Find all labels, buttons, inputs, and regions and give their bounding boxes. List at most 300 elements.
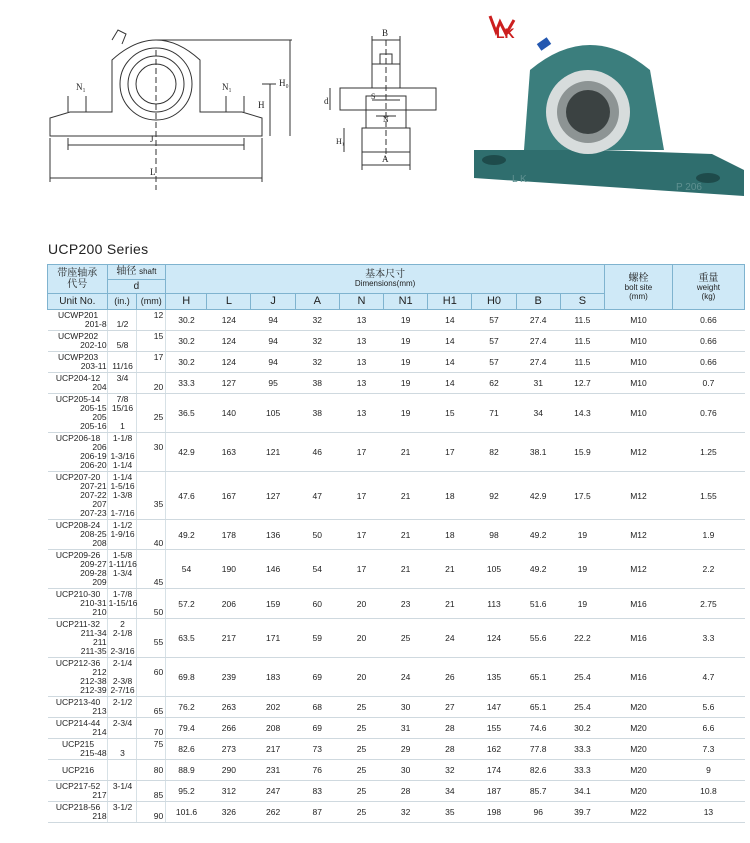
unit-no-cell-line: 208-25 xyxy=(80,529,107,539)
mm-cell-line: 25 xyxy=(153,412,164,422)
dim-cell-n: 13 xyxy=(339,310,383,331)
weight-cell: 6.6 xyxy=(672,718,744,739)
dim-cell-h1: 24 xyxy=(428,619,472,658)
weight-cell: 4.7 xyxy=(672,658,744,697)
unit-no-cell-line: 203-11 xyxy=(80,361,107,371)
bolt-cell: M16 xyxy=(605,619,673,658)
dim-cell-s: 33.3 xyxy=(560,739,604,760)
mm-cell-line xyxy=(137,620,163,629)
mm-cell-line xyxy=(137,320,163,329)
dim-cell-a: 59 xyxy=(295,619,339,658)
inch-cell-line: 1-1/4 xyxy=(112,472,133,482)
unit-header-cn: 带座轴承 xyxy=(57,268,98,279)
weight-cell: 1.9 xyxy=(672,520,744,550)
dim-cell-h1: 15 xyxy=(428,394,472,433)
dim-cell-s: 11.5 xyxy=(560,331,604,352)
inch-cell xyxy=(107,520,137,550)
dim-cell-h: 30.2 xyxy=(166,331,207,352)
inch-cell xyxy=(107,433,137,472)
weight-cell: 0.66 xyxy=(672,310,744,331)
mm-cell xyxy=(137,550,166,589)
dim-cell-j: 105 xyxy=(251,394,295,433)
dim-cell-j: 217 xyxy=(251,739,295,760)
dim-cell-h: 63.5 xyxy=(166,619,207,658)
inch-cell xyxy=(107,697,137,718)
dim-cell-b: 77.8 xyxy=(516,739,560,760)
dim-cell-n: 17 xyxy=(339,433,383,472)
mm-cell xyxy=(137,373,166,394)
unit-no-cell xyxy=(48,658,108,697)
mm-cell-line xyxy=(137,521,163,530)
weight-cell: 1.25 xyxy=(672,433,744,472)
dim-cell-h: 76.2 xyxy=(166,697,207,718)
unit-no-cell xyxy=(48,781,108,802)
dim-cell-l: 266 xyxy=(207,718,251,739)
dim-cell-l: 273 xyxy=(207,739,251,760)
mm-cell-line: 30 xyxy=(153,442,164,452)
dim-cell-h: 42.9 xyxy=(166,433,207,472)
col-header-a: A xyxy=(295,294,339,310)
unit-no-cell-line: UCP205-14 xyxy=(55,394,101,404)
dim-cell-a: 32 xyxy=(295,352,339,373)
table-row xyxy=(48,433,745,472)
dim-cell-s: 19 xyxy=(560,589,604,619)
dim-cell-a: 46 xyxy=(295,433,339,472)
dim-cell-h0: 57 xyxy=(472,331,516,352)
mm-cell-line: 70 xyxy=(153,727,164,737)
dim-cell-h1: 27 xyxy=(428,697,472,718)
dim-cell-a: 69 xyxy=(295,718,339,739)
weight-cell: 1.55 xyxy=(672,472,744,520)
unit-no-cell-line: UCP207-20 xyxy=(55,472,101,482)
bolt-cell: M12 xyxy=(605,520,673,550)
unit-no-cell-line: UCP212-36 xyxy=(55,658,101,668)
side-a-label: A xyxy=(382,154,389,164)
inch-cell xyxy=(107,718,137,739)
mm-cell-line xyxy=(137,551,163,560)
dim-cell-l: 167 xyxy=(207,472,251,520)
weight-header xyxy=(672,265,744,310)
weight-header-en: weight xyxy=(696,282,720,292)
unit-no-cell-line: 213 xyxy=(92,706,107,716)
series-title: UCP200 Series xyxy=(48,241,149,257)
inch-cell xyxy=(107,781,137,802)
inch-cell-line: 1-9/16 xyxy=(110,529,135,539)
dim-cell-n: 13 xyxy=(339,331,383,352)
dim-cell-j: 94 xyxy=(251,352,295,373)
unit-no-header: Unit No. xyxy=(48,294,108,310)
dim-cell-a: 73 xyxy=(295,739,339,760)
side-d-label: d xyxy=(324,96,329,106)
weight-header-cn: 重量 xyxy=(698,272,719,284)
col-header-n: N xyxy=(339,294,383,310)
dim-cell-s: 12.7 xyxy=(560,373,604,394)
inch-cell-line: 1-1/2 xyxy=(112,520,133,530)
inch-header: (in.) xyxy=(107,294,137,310)
inch-cell-line xyxy=(109,383,137,392)
mm-cell-line: 50 xyxy=(153,607,164,617)
weight-cell: 13 xyxy=(672,802,744,823)
unit-no-cell-line: 210-31 xyxy=(80,598,107,608)
dim-cell-h0: 105 xyxy=(472,550,516,589)
dim-cell-j: 262 xyxy=(251,802,295,823)
dim-cell-n: 17 xyxy=(339,472,383,520)
dim-cell-j: 247 xyxy=(251,781,295,802)
weight-cell: 0.7 xyxy=(672,373,744,394)
unit-no-cell-line: 209-27 xyxy=(80,559,107,569)
dim-cell-n1: 19 xyxy=(384,352,428,373)
mm-cell-line: 55 xyxy=(153,637,164,647)
dim-cell-a: 68 xyxy=(295,697,339,718)
dim-cell-b: 65.1 xyxy=(516,697,560,718)
side-h1-label: H₁ xyxy=(336,137,345,146)
mm-cell-line: 12 xyxy=(153,310,164,320)
mm-cell-line xyxy=(137,452,163,461)
unit-no-cell-line: 211 xyxy=(93,637,107,647)
mm-cell xyxy=(137,781,166,802)
dim-cell-b: 27.4 xyxy=(516,352,560,373)
dim-cell-s: 33.3 xyxy=(560,760,604,781)
table-row xyxy=(48,331,745,352)
dim-cell-h0: 62 xyxy=(472,373,516,394)
unit-no-cell xyxy=(48,760,108,781)
shaft-header-en: shaft xyxy=(139,267,157,277)
spec-table xyxy=(47,264,745,823)
col-header-h: H xyxy=(166,294,207,310)
unit-no-cell-line: 212-38 xyxy=(80,676,107,686)
col-header-b: B xyxy=(516,294,560,310)
bolt-cell: M10 xyxy=(605,394,673,433)
inch-cell-line: 2-7/16 xyxy=(110,685,135,695)
dim-cell-a: 69 xyxy=(295,658,339,697)
inch-cell xyxy=(107,352,137,373)
bolt-header-cn: 螺栓 xyxy=(628,272,649,284)
unit-no-cell-line: 218 xyxy=(92,811,107,821)
table-row xyxy=(48,310,745,331)
unit-no-cell-line: UCP211-32 xyxy=(56,619,100,629)
dim-cell-a: 83 xyxy=(295,781,339,802)
dim-cell-a: 50 xyxy=(295,520,339,550)
unit-no-cell-line: UCP218-56 xyxy=(55,802,101,812)
inch-cell-line: 15/16 xyxy=(111,403,134,413)
unit-no-cell-line: 205-16 xyxy=(80,421,107,431)
inch-cell xyxy=(107,550,137,589)
dim-cell-j: 136 xyxy=(251,520,295,550)
unit-no-cell xyxy=(48,373,108,394)
dim-cell-b: 38.1 xyxy=(516,433,560,472)
dim-cell-n1: 19 xyxy=(384,394,428,433)
dim-cell-n: 17 xyxy=(339,520,383,550)
unit-no-cell-line: 207 xyxy=(92,499,107,509)
unit-no-cell-line: 217 xyxy=(92,790,107,800)
dim-cell-h: 36.5 xyxy=(166,394,207,433)
dim-cell-s: 11.5 xyxy=(560,310,604,331)
mm-cell-line xyxy=(137,482,163,491)
bolt-header xyxy=(605,265,673,310)
unit-no-cell-line: UCP213-40 xyxy=(55,697,101,707)
mm-cell xyxy=(137,331,166,352)
dim-cell-b: 27.4 xyxy=(516,331,560,352)
dim-cell-n: 13 xyxy=(339,394,383,433)
photo-model-text: P 206 xyxy=(676,182,702,193)
dim-cell-l: 290 xyxy=(207,760,251,781)
bolt-header-en: bolt site xyxy=(624,282,653,292)
dim-cell-h0: 92 xyxy=(472,472,516,520)
bolt-cell: M12 xyxy=(605,550,673,589)
dim-cell-h1: 28 xyxy=(428,739,472,760)
dim-cell-j: 171 xyxy=(251,619,295,658)
inch-cell-line: 1-3/16 xyxy=(110,451,135,461)
dim-cell-h0: 57 xyxy=(472,352,516,373)
dim-cell-l: 217 xyxy=(207,619,251,658)
dim-cell-h0: 135 xyxy=(472,658,516,697)
inch-cell xyxy=(107,331,137,352)
mm-cell-line xyxy=(137,473,163,482)
unit-no-cell xyxy=(48,697,108,718)
unit-no-cell-line: UCP210-30 xyxy=(55,589,101,599)
unit-no-cell-line: 205 xyxy=(92,412,107,422)
dim-cell-h1: 35 xyxy=(428,802,472,823)
dim-cell-n: 25 xyxy=(339,760,383,781)
front-h-label: H xyxy=(258,100,265,110)
dim-cell-n1: 31 xyxy=(384,718,428,739)
dim-cell-s: 39.7 xyxy=(560,802,604,823)
col-header-h0: H0 xyxy=(472,294,516,310)
header-row-1 xyxy=(48,265,745,280)
shaft-header-cn: 轴径 xyxy=(116,266,137,278)
dim-cell-b: 82.6 xyxy=(516,760,560,781)
weight-cell: 9 xyxy=(672,760,744,781)
mm-cell-line xyxy=(137,395,163,404)
mm-cell-line xyxy=(137,749,163,758)
unit-no-cell xyxy=(48,472,108,520)
weight-cell: 0.76 xyxy=(672,394,744,433)
dim-cell-s: 25.4 xyxy=(560,697,604,718)
mm-cell-line xyxy=(137,647,163,656)
unit-no-cell-line: 205-15 xyxy=(80,403,107,413)
inch-cell-line: 2-1/8 xyxy=(112,628,133,638)
dim-cell-h1: 14 xyxy=(428,352,472,373)
mm-cell-line xyxy=(137,362,163,371)
dim-cell-b: 34 xyxy=(516,394,560,433)
dim-cell-l: 127 xyxy=(207,373,251,394)
inch-cell-line: 1-3/4 xyxy=(112,568,133,578)
mm-cell-line: 60 xyxy=(153,667,164,677)
inch-cell xyxy=(107,619,137,658)
dim-cell-b: 42.9 xyxy=(516,472,560,520)
mm-cell-line: 35 xyxy=(153,499,164,509)
col-header-l: L xyxy=(207,294,251,310)
inch-cell-line xyxy=(109,791,137,800)
dim-cell-h: 95.2 xyxy=(166,781,207,802)
dim-cell-j: 202 xyxy=(251,697,295,718)
dim-cell-l: 163 xyxy=(207,433,251,472)
bolt-cell: M10 xyxy=(605,331,673,352)
unit-no-cell xyxy=(48,619,108,658)
table-row xyxy=(48,373,745,394)
col-header-s: S xyxy=(560,294,604,310)
dim-cell-s: 11.5 xyxy=(560,352,604,373)
inch-cell-line: 2-1/4 xyxy=(112,658,133,668)
dim-cell-n1: 21 xyxy=(384,472,428,520)
table-row xyxy=(48,802,745,823)
dim-cell-b: 65.1 xyxy=(516,658,560,697)
dim-cell-h0: 187 xyxy=(472,781,516,802)
dim-cell-n: 25 xyxy=(339,781,383,802)
mm-cell xyxy=(137,589,166,619)
mm-cell-line xyxy=(137,422,163,431)
mm-cell-line: 40 xyxy=(153,538,164,548)
inch-cell-line: 1-7/8 xyxy=(112,589,133,599)
dim-cell-h1: 26 xyxy=(428,658,472,697)
mm-header: (mm) xyxy=(137,294,166,310)
mm-cell xyxy=(137,520,166,550)
unit-no-cell-line: 211-35 xyxy=(80,646,107,656)
dim-cell-h1: 14 xyxy=(428,310,472,331)
dimensions-header xyxy=(166,265,605,294)
inch-cell-line xyxy=(109,707,137,716)
dim-cell-h: 33.3 xyxy=(166,373,207,394)
inch-cell-line xyxy=(109,766,137,775)
unit-no-cell-line: 206-20 xyxy=(80,460,107,470)
unit-no-cell-line: UCWP202 xyxy=(57,331,99,341)
dim-cell-h: 57.2 xyxy=(166,589,207,619)
table-row xyxy=(48,619,745,658)
mm-cell xyxy=(137,352,166,373)
unit-no-cell-line: 214 xyxy=(92,727,107,737)
dim-cell-h: 82.6 xyxy=(166,739,207,760)
dim-cell-n: 20 xyxy=(339,589,383,619)
dim-cell-s: 19 xyxy=(560,550,604,589)
unit-no-cell-line: 207-23 xyxy=(80,508,107,518)
unit-no-cell-line: UCP208-24 xyxy=(55,520,101,530)
bolt-cell: M16 xyxy=(605,589,673,619)
mm-cell-line xyxy=(137,560,163,569)
dim-cell-j: 231 xyxy=(251,760,295,781)
inch-cell-line: 1-15/16 xyxy=(108,598,138,608)
weight-cell: 7.3 xyxy=(672,739,744,760)
unit-no-cell-line: UCP204-12 xyxy=(55,373,101,383)
dim-cell-h1: 21 xyxy=(428,550,472,589)
dim-cell-a: 32 xyxy=(295,310,339,331)
dim-cell-b: 51.6 xyxy=(516,589,560,619)
side-view-drawing xyxy=(330,36,436,170)
inch-cell-line xyxy=(109,578,137,587)
mm-cell xyxy=(137,433,166,472)
weight-cell: 2.75 xyxy=(672,589,744,619)
dim-cell-h1: 14 xyxy=(428,331,472,352)
unit-no-cell-line: 212 xyxy=(92,667,107,677)
side-n-label: N xyxy=(383,115,389,124)
dim-cell-n: 20 xyxy=(339,619,383,658)
col-header-n1: N1 xyxy=(384,294,428,310)
table-row xyxy=(48,550,745,589)
table-row xyxy=(48,352,745,373)
inch-cell-line xyxy=(109,812,137,821)
table-row xyxy=(48,739,745,760)
dim-cell-a: 76 xyxy=(295,760,339,781)
dim-cell-n1: 19 xyxy=(384,331,428,352)
inch-cell xyxy=(107,658,137,697)
bolt-cell: M10 xyxy=(605,352,673,373)
inch-cell-line: 3/4 xyxy=(116,373,129,383)
mm-cell-line: 90 xyxy=(153,811,164,821)
mm-cell-line: 85 xyxy=(153,790,164,800)
dim-cell-h1: 14 xyxy=(428,373,472,394)
dim-cell-h: 54 xyxy=(166,550,207,589)
shaft-d-header: d xyxy=(107,279,166,294)
bolt-cell: M10 xyxy=(605,310,673,331)
dim-cell-b: 55.6 xyxy=(516,619,560,658)
dim-cell-h1: 18 xyxy=(428,520,472,550)
unit-no-cell-line: 206 xyxy=(92,442,107,452)
mm-cell xyxy=(137,802,166,823)
mm-cell-line xyxy=(137,461,163,470)
unit-no-cell-line: 211-34 xyxy=(80,628,107,638)
unit-no-cell-line: UCWP203 xyxy=(57,352,99,362)
dim-cell-a: 87 xyxy=(295,802,339,823)
dim-cell-h: 88.9 xyxy=(166,760,207,781)
unit-no-cell-line: 202-10 xyxy=(80,340,107,350)
dim-cell-h0: 155 xyxy=(472,718,516,739)
inch-cell-line: 1/2 xyxy=(116,319,129,329)
dim-cell-n1: 19 xyxy=(384,373,428,394)
dim-cell-s: 15.9 xyxy=(560,433,604,472)
dim-cell-h0: 113 xyxy=(472,589,516,619)
unit-no-cell-line: 207-22 xyxy=(80,490,107,500)
dim-cell-h1: 17 xyxy=(428,433,472,472)
dim-cell-n: 13 xyxy=(339,352,383,373)
dim-cell-b: 74.6 xyxy=(516,718,560,739)
dim-cell-n1: 21 xyxy=(384,550,428,589)
dim-cell-h: 79.4 xyxy=(166,718,207,739)
mm-cell-line: 17 xyxy=(153,352,164,362)
table-row xyxy=(48,394,745,433)
unit-no-cell-line: UCP206-18 xyxy=(55,433,101,443)
inch-cell xyxy=(107,760,137,781)
inch-cell-line: 2 xyxy=(120,619,125,629)
dim-cell-j: 94 xyxy=(251,331,295,352)
dim-cell-h: 47.6 xyxy=(166,472,207,520)
inch-cell xyxy=(107,472,137,520)
inch-cell xyxy=(107,802,137,823)
unit-no-cell-line: UCP215 xyxy=(61,739,95,749)
inch-cell-line: 1-5/8 xyxy=(112,550,133,560)
mm-cell-line xyxy=(137,509,163,518)
unit-no-cell-line: UCP217-52 xyxy=(55,781,101,791)
mm-cell-line xyxy=(137,686,163,695)
unit-no-cell-line: 207-21 xyxy=(80,481,107,491)
unit-no-cell xyxy=(48,718,108,739)
dim-cell-j: 121 xyxy=(251,433,295,472)
dim-cell-s: 30.2 xyxy=(560,718,604,739)
dim-cell-h1: 32 xyxy=(428,760,472,781)
dim-cell-h: 49.2 xyxy=(166,520,207,550)
col-header-j: J xyxy=(251,294,295,310)
dim-cell-s: 19 xyxy=(560,520,604,550)
side-s-label: S xyxy=(371,92,376,101)
mm-cell-line: 65 xyxy=(153,706,164,716)
unit-no-cell-line: 206-19 xyxy=(80,451,107,461)
dim-cell-n1: 25 xyxy=(384,619,428,658)
dim-cell-s: 34.1 xyxy=(560,781,604,802)
bolt-header-unit: (mm) xyxy=(629,291,648,301)
inch-cell-line: 3-1/2 xyxy=(112,802,133,812)
dim-cell-l: 124 xyxy=(207,310,251,331)
dimensions-header-cn: 基本尺寸 xyxy=(365,269,406,281)
inch-cell-line: 11/16 xyxy=(112,361,133,371)
mm-cell-line xyxy=(137,590,163,599)
